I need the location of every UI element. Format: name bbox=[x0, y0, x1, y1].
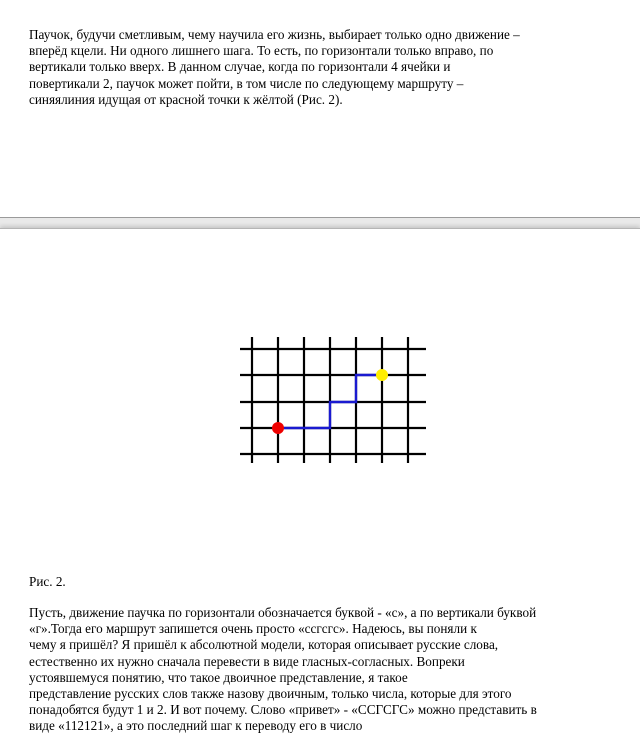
text-line: вперёд кцели. Ни одного лишнего шага. То есть, по горизонтали только вправо, по bbox=[29, 43, 494, 59]
text-line: представление русских слов также назову двоичным, только числа, которые для этого bbox=[29, 686, 512, 702]
text-line: «г».Тогда его маршрут запишется очень просто «ссгсгс». Надеюсь, вы поняли к bbox=[29, 621, 477, 637]
explanation-paragraph bbox=[29, 605, 569, 735]
text-line: Паучок, будучи сметливым, чему научила его жизнь, выбирает только одно движение – bbox=[29, 27, 520, 42]
caption-text: Рис. 2. bbox=[29, 574, 66, 589]
document-page-1 bbox=[0, 0, 640, 218]
intro-paragraph bbox=[29, 27, 569, 108]
spider-grid-figure bbox=[238, 335, 428, 465]
text-line: Пусть, движение паучка по горизонтали обозначается буквой - «с», а по вертикали буквой bbox=[29, 605, 537, 620]
text-line: повертикали 2, паучок может пойти, в том числе по следующему маршруту – bbox=[29, 75, 464, 91]
text-line: синяялиния идущая от красной точки к жёлтой (Рис. 2). bbox=[29, 91, 343, 107]
text-line: чему я пришёл? Я пришёл к абсолютной модели, которая описывает русские слова, bbox=[29, 637, 499, 653]
page-separator bbox=[0, 218, 640, 228]
grid-lines bbox=[240, 337, 426, 463]
start-point-red bbox=[272, 422, 284, 434]
text-line: естественно их нужно сначала перевести в виде гласных-согласных. Вопреки bbox=[29, 653, 465, 669]
document-page-2 bbox=[0, 228, 640, 741]
text-line: устоявшемуся понятию, что такое двоичное представление, я такое bbox=[29, 669, 408, 685]
text-line: виде «112121», а это последний шаг к переводу его в число bbox=[29, 718, 363, 734]
figure-caption bbox=[29, 574, 569, 590]
end-point-yellow bbox=[376, 369, 388, 381]
text-line: вертикали только вверх. В данном случае, когда по горизонтали 4 ячейки и bbox=[29, 59, 451, 75]
text-line: понадобятся будут 1 и 2. И вот почему. Слово «привет» - «ССГСГС» можно представить в bbox=[29, 702, 537, 718]
